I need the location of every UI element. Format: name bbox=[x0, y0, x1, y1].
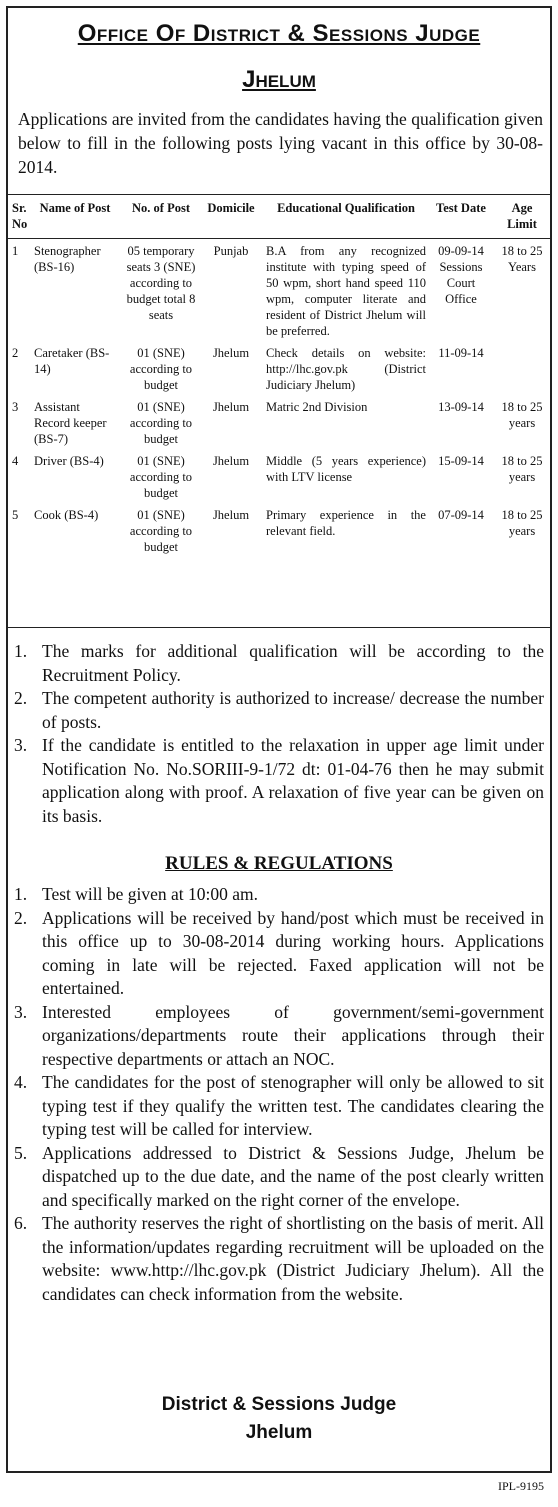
intro-paragraph: Applications are invited from the candidates having the qualification given below to fill in the following posts lying vacant in this office by 30-08-2014. bbox=[18, 109, 543, 177]
table-row bbox=[8, 503, 550, 557]
row-domicile: Jhelum bbox=[212, 454, 250, 468]
header-qualification: Educational Qualification bbox=[258, 198, 428, 239]
list-item: 2. The competent authority is authorized to increase/ decrease the number of posts. bbox=[14, 688, 544, 732]
row-post-name: Assistant Record keeper (BS-7) bbox=[34, 400, 107, 446]
row-post-count: 01 (SNE) according to budget bbox=[129, 400, 193, 446]
row-post-count: 05 temporary seats 3 (SNE) according to budget total 8 seats bbox=[126, 244, 196, 322]
row-age-limit: 18 to 25 years bbox=[501, 454, 543, 484]
header-test-date: Test Date bbox=[428, 198, 494, 239]
row-domicile: Jhelum bbox=[212, 508, 250, 522]
row-post-name: Caretaker (BS-14) bbox=[34, 346, 110, 376]
row-qualification: Matric 2nd Division bbox=[266, 400, 368, 414]
row-age-limit bbox=[494, 341, 550, 395]
table-bottom-divider bbox=[8, 627, 550, 628]
row-qualification: Check details on website: http://lhc.gov.pk (District Judiciary Jhelum) bbox=[266, 346, 426, 392]
row-post-name: Cook (BS-4) bbox=[34, 508, 99, 522]
table-row bbox=[8, 341, 550, 395]
table-row bbox=[8, 449, 550, 503]
list-item: 5. Applications addressed to District & Sessions Judge, Jhelum be dispatched up to the due date, and the name of the post clearly written and specifically marked on the right corner of the envelope. bbox=[14, 1142, 544, 1210]
row-qualification: B.A from any recognized institute with typing speed of 50 wpm, short hand speed 110 wpm, computer literate and resident of District Jhelum will be preferred. bbox=[266, 244, 426, 338]
list-item: 2. Applications will be received by hand/post which must be received in this office up to 30-08-2014 during working hours. Applications coming in late will be rejected. Faxed application will not be entertained. bbox=[14, 907, 544, 998]
row-sr: 1 bbox=[12, 244, 19, 258]
header-domicile: Domicile bbox=[204, 198, 258, 239]
row-test-date: 07-09-14 bbox=[438, 508, 484, 522]
posts-table bbox=[8, 198, 550, 557]
signature-title: District & Sessions Judge bbox=[161, 1394, 397, 1415]
row-post-name: Driver (BS-4) bbox=[34, 454, 104, 468]
row-age-limit: 18 to 25 years bbox=[501, 400, 543, 430]
reference-code: IPL-9195 bbox=[498, 1479, 544, 1493]
signature-city: Jhelum bbox=[245, 1422, 313, 1443]
table-row bbox=[8, 395, 550, 449]
row-post-count: 01 (SNE) according to budget bbox=[129, 454, 193, 500]
row-post-count: 01 (SNE) according to budget bbox=[129, 346, 193, 392]
row-sr: 2 bbox=[12, 346, 19, 360]
row-test-date: 09-09-14 Sessions Court Office bbox=[438, 244, 484, 306]
list-item: 3. Interested employees of government/semi-government organizations/departments route their applications through their respective departments or attach an NOC. bbox=[14, 1001, 544, 1069]
row-test-date: 11-09-14 bbox=[438, 346, 484, 360]
header-no-of-post: No. of Post bbox=[118, 198, 204, 239]
row-sr: 3 bbox=[12, 400, 19, 414]
row-sr: 4 bbox=[12, 454, 19, 468]
office-title: Office Of District & Sessions Judge bbox=[77, 20, 481, 47]
row-domicile: Jhelum bbox=[212, 400, 250, 414]
table-header-row bbox=[8, 198, 550, 239]
row-age-limit: 18 to 25 Years bbox=[501, 244, 543, 274]
row-post-name: Stenographer (BS-16) bbox=[34, 244, 101, 274]
header-name-of-post: Name of Post bbox=[32, 198, 118, 239]
row-qualification: Primary experience in the relevant field. bbox=[266, 508, 426, 538]
list-item: 1. Test will be given at 10:00 am. bbox=[14, 884, 259, 904]
row-age-limit: 18 to 25 years bbox=[501, 508, 543, 538]
notes-list bbox=[14, 640, 544, 828]
header-age-limit: Age Limit bbox=[494, 198, 550, 239]
table-top-divider bbox=[8, 194, 550, 195]
row-post-count: 01 (SNE) according to budget bbox=[129, 508, 193, 554]
row-qualification: Middle (5 years experience) with LTV license bbox=[266, 454, 426, 484]
header-sr-no: Sr. No bbox=[8, 198, 32, 239]
row-domicile: Punjab bbox=[213, 244, 249, 258]
row-test-date: 13-09-14 bbox=[438, 400, 484, 414]
rules-heading: RULES & REGULATIONS bbox=[165, 853, 393, 874]
office-city: Jhelum bbox=[242, 66, 316, 93]
table-row bbox=[8, 239, 550, 342]
list-item: 4. The candidates for the post of stenographer will only be allowed to sit typing test if they qualify the written test. The candidates clearing the typing test will be called for interview. bbox=[14, 1072, 544, 1139]
row-sr: 5 bbox=[12, 508, 19, 522]
list-item: 3. If the candidate is entitled to the relaxation in upper age limit under Notification No. No.SORIII-9-1/72 dt: 01-04-76 then he may submit application along with proof. A relaxation of five year can be given on its basis. bbox=[14, 735, 544, 826]
rules-list bbox=[14, 883, 544, 1306]
list-item: 1. The marks for additional qualification will be according to the Recruitment Policy. bbox=[14, 641, 544, 685]
list-item: 6. The authority reserves the right of shortlisting on the basis of merit. All the information/updates regarding recruitment will be uploaded on the website: www.http://lhc.gov.pk (District Judiciary Jhelum). All the candidates can check information from the website. bbox=[14, 1213, 544, 1304]
row-domicile: Jhelum bbox=[212, 346, 250, 360]
row-test-date: 15-09-14 bbox=[438, 454, 484, 468]
